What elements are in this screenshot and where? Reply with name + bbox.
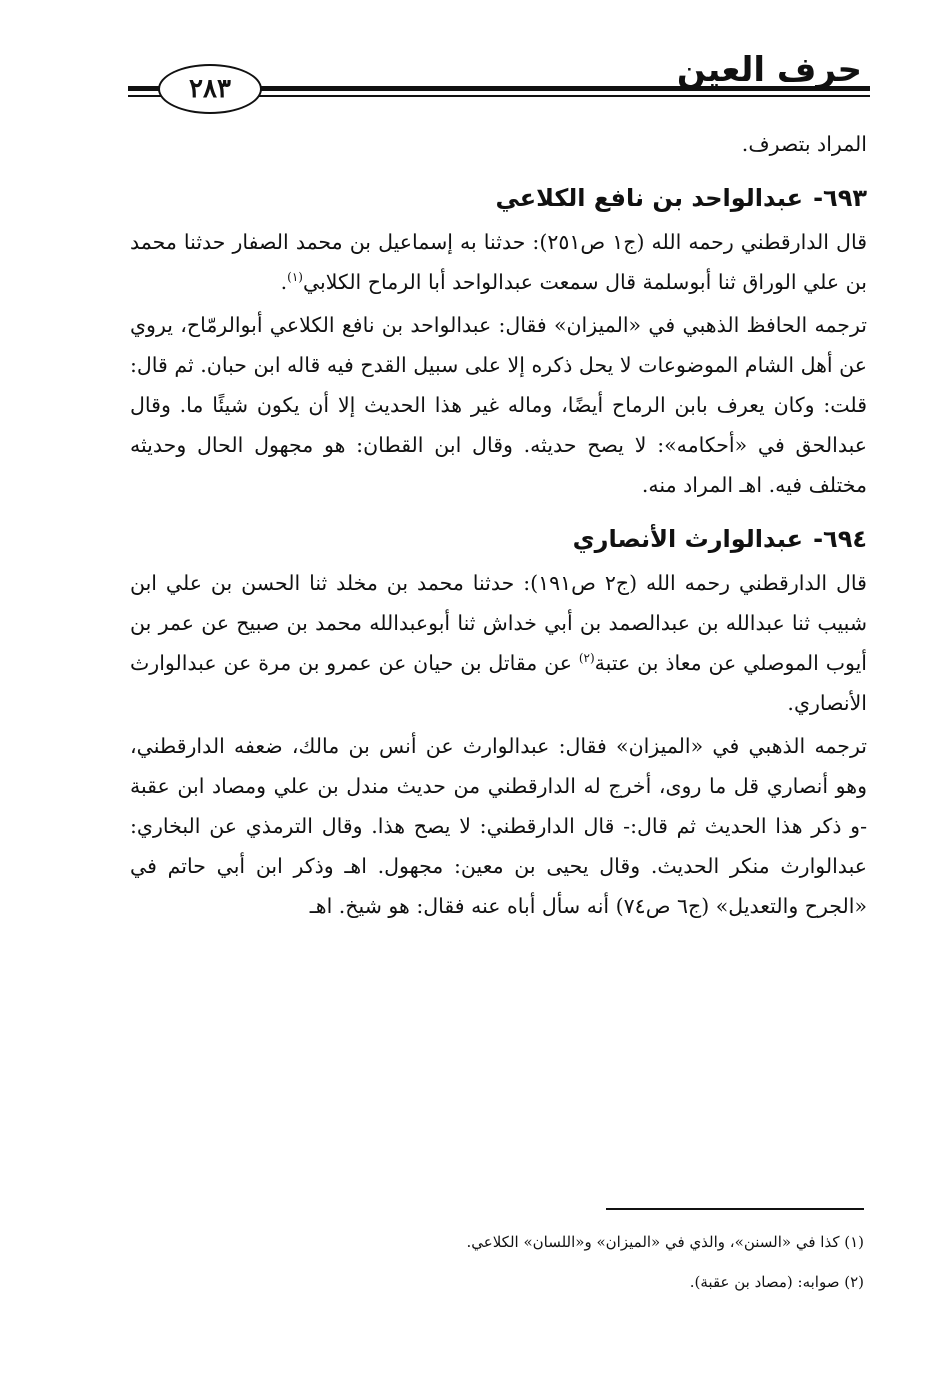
footnote-marker: (١) xyxy=(287,270,303,285)
footnotes xyxy=(300,1222,864,1302)
paragraph-text-end: . xyxy=(280,270,288,294)
footnote: (١) كذا في «السنن»، والذي في «الميزان» و«اللسان» الكلاعي. xyxy=(466,1233,864,1251)
entry-paragraph: ترجمه الذهبي في «الميزان» فقال: عبدالوارث عن أنس بن مالك، ضعفه الدارقطني، وهو أنصاري قل ما روى، أخرج له الدارقطني من حديث مندل بن علي ومصاد ابن عقبة -و ذكر هذا الحديث ثم قال:- قال الدارقطني: لا يصح هذا. وقال الترمذي عن البخاري: عبدالوارث منكر الحديث. وقال يحيى بن معين: مجهول. اهـ وذكر ابن أبي حاتم في «الجرح والتعديل» (ج٦ ص٧٤) أنه سأل أباه عنه فقال: هو شيخ. اهـ xyxy=(130,734,867,918)
paragraph-text-end: عن مقاتل بن حيان عن عمرو بن مرة عن عبدالوارث الأنصاري. xyxy=(130,651,867,715)
chapter-title: حرف العين xyxy=(676,50,862,90)
entry-name: عبدالواحد بن نافع الكلاعي xyxy=(495,184,804,212)
footnote: (٢) صوابه: (مصاد بن عقبة). xyxy=(689,1273,864,1291)
entry-heading-694 xyxy=(130,519,867,559)
page-number-oval xyxy=(158,64,262,114)
entry-paragraph: ترجمه الحافظ الذهبي في «الميزان» فقال: عبدالواحد بن نافع الكلاعي أبوالرمّاح، يروي عن أهل الشام الموضوعات لا يحل ذكره إلا على سبيل القدح فيه قاله ابن حبان. ثم قال: قلت: وكان يعرف بابن الرماح أيضًا، وماله غير هذا الحديث إلا أن يكون شيئًا ما. وقال عبدالحق في «أحكامه»: لا يصح حديثه. وقال ابن القطان: هو مجهول الحال وحديثه مختلف فيه. اهـ المراد منه. xyxy=(130,313,867,497)
intro-line: المراد بتصرف. xyxy=(741,132,867,156)
footnote-marker: (٢) xyxy=(578,651,595,666)
entry-paragraph xyxy=(130,222,867,302)
page-header xyxy=(128,50,870,108)
paragraph-text: قال الدارقطني رحمه الله (ج١ ص٢٥١): حدثنا به إسماعيل بن محمد الصفار حدثنا محمد بن علي الوراق ثنا أبوسلمة قال سمعت عبدالواحد أبا الرماح الكلابي xyxy=(130,230,867,294)
page-body xyxy=(130,124,867,926)
paragraph-text: قال الدارقطني رحمه الله (ج٢ ص١٩١): حدثنا محمد بن مخلد ثنا الحسن بن علي ابن شبيب ثنا عبدالله بن عبدالصمد بن أبي خداش ثنا أبوعبدالله محمد بن صبيح عن عمر بن أيوب الموصلي عن معاذ بن عتبة xyxy=(130,571,868,675)
entry-number: ٦٩٣- xyxy=(813,184,867,212)
page-number: ٢٨٣ xyxy=(189,74,231,104)
entry-number: ٦٩٤- xyxy=(813,525,867,553)
footnote-separator xyxy=(606,1208,864,1210)
entry-name: عبدالوارث الأنصاري xyxy=(572,525,804,553)
entry-paragraph xyxy=(130,563,867,723)
entry-heading-693 xyxy=(130,178,867,218)
